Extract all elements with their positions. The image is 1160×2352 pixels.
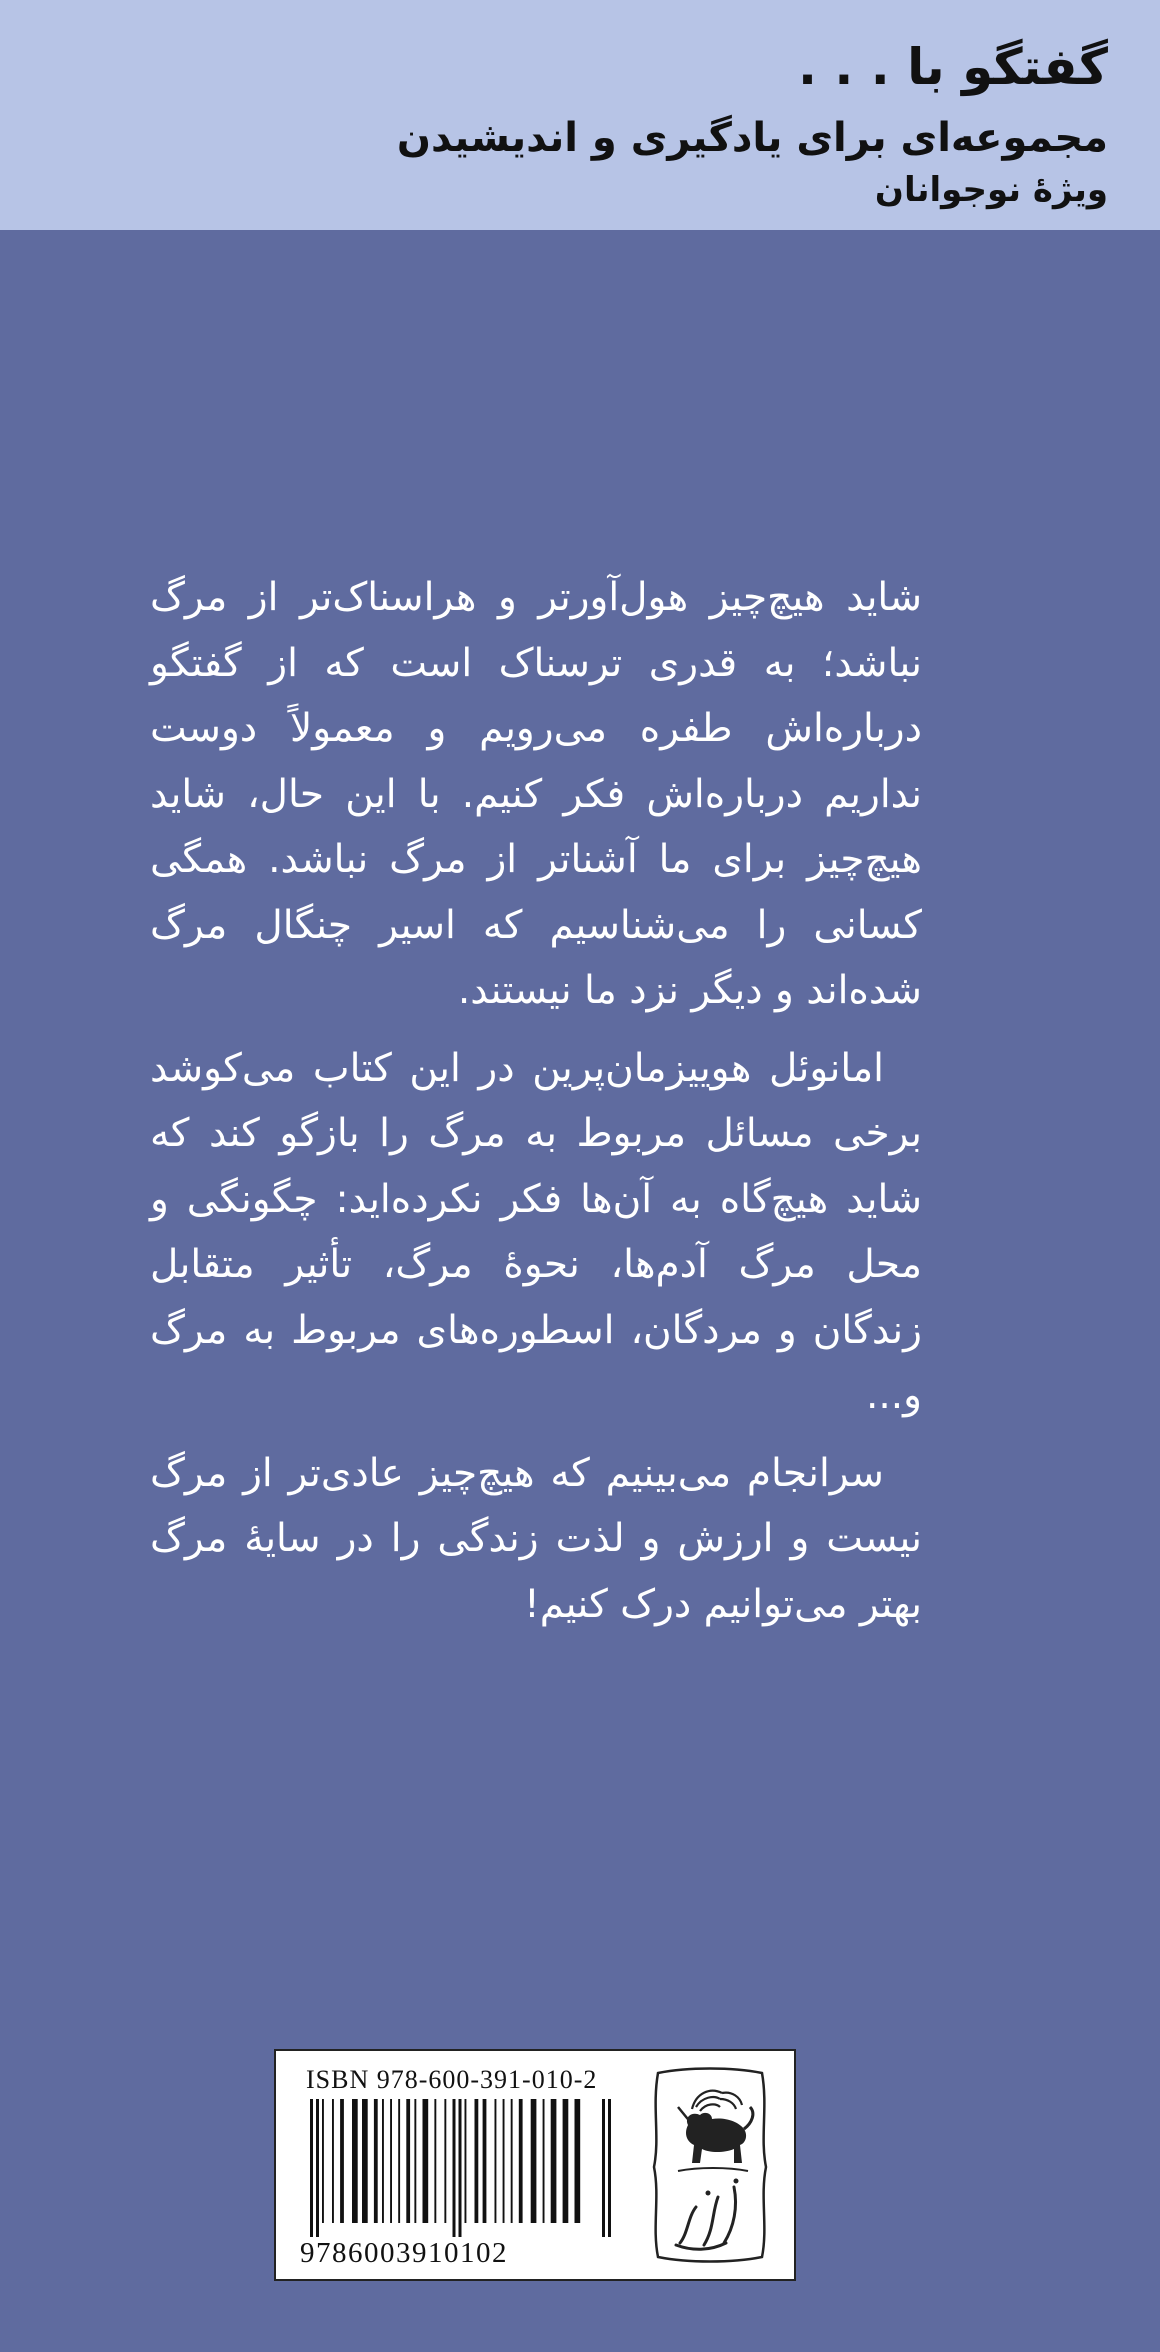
blurb-paragraph: سرانجام می‌بینیم که هیچ‌چیز عادی‌تر از مرگ نیست و ارزش و لذت زندگی را در سایهٔ مرگ بهتر می‌توانیم درک کنیم!	[150, 1450, 922, 1627]
barcode-bar	[531, 2099, 537, 2223]
barcode-bar	[423, 2099, 429, 2223]
barcode-bar	[475, 2099, 479, 2223]
barcode-digits: 9786003910102	[300, 2237, 508, 2269]
barcode-bar	[390, 2099, 392, 2223]
barcode-bar	[519, 2099, 523, 2223]
publisher-logo-lion-icon	[648, 2067, 772, 2263]
audience-label: ویژهٔ نوجوانان	[874, 170, 1108, 210]
blurb-paragraph: شاید هیچ‌چیز هول‌آورتر و هراسناک‌تر از مرگ نباشد؛ به قدری ترسناک است که از گفتگو درباره‌اش طفره می‌رویم و معمولاً دوست نداریم درباره‌اش فکر کنیم. با این حال، شاید هیچ‌چیز برای ما آشناتر از مرگ نباشد. همگی کسانی را می‌شناسیم که اسیر چنگال مرگ شده‌اند و دیگر نزد ما نیستند.	[150, 575, 922, 1013]
barcode-bar	[332, 2099, 334, 2223]
series-title: گفتگو با . . .	[797, 38, 1108, 96]
barcode-bar	[563, 2099, 569, 2223]
barcode-bar	[575, 2099, 581, 2223]
blurb-paragraph: امانوئل هوییزمان‌پرین در این کتاب می‌کوشد برخی مسائل مربوط به مرگ را بازگو کند که شاید هیچ‌گاه به آن‌ها فکر نکرده‌اید: چگونگی و محل مرگ آدم‌ها، نحوهٔ مرگ، تأثیر متقابل زندگان و مردگان، اسطوره‌های مربوط به مرگ و...	[150, 1045, 922, 1418]
barcode-bar	[444, 2099, 446, 2223]
barcode-bar	[434, 2099, 436, 2223]
series-subtitle: مجموعه‌ای برای یادگیری و اندیشیدن	[396, 115, 1108, 161]
barcode-bar	[465, 2099, 467, 2223]
barcode-bar	[398, 2099, 400, 2223]
barcode-bar	[453, 2099, 456, 2237]
barcode-bar	[406, 2099, 410, 2223]
barcode-bar	[316, 2099, 319, 2237]
barcode-bar	[414, 2099, 416, 2223]
barcode-bar	[511, 2099, 513, 2223]
barcode-bar	[602, 2099, 605, 2237]
barcode-bar	[362, 2099, 368, 2223]
series-header-band	[0, 0, 1160, 230]
barcode-bar	[543, 2099, 545, 2223]
isbn-label: ISBN 978-600-391-010-2	[306, 2065, 598, 2094]
back-cover-blurb	[150, 565, 922, 1649]
barcode-bar	[459, 2099, 462, 2237]
barcode-icon	[306, 2099, 626, 2237]
barcode-bar	[382, 2099, 384, 2223]
barcode-bar	[322, 2099, 324, 2223]
barcode-bar	[340, 2099, 344, 2223]
barcode-bar	[608, 2099, 611, 2237]
barcode-bar	[352, 2099, 358, 2223]
barcode-bar	[503, 2099, 505, 2223]
barcode-bar	[310, 2099, 313, 2237]
barcode-bar	[374, 2099, 378, 2223]
barcode-bar	[483, 2099, 487, 2223]
barcode-bar	[495, 2099, 497, 2223]
barcode-bar	[551, 2099, 557, 2223]
isbn-barcode-panel	[274, 2049, 796, 2281]
